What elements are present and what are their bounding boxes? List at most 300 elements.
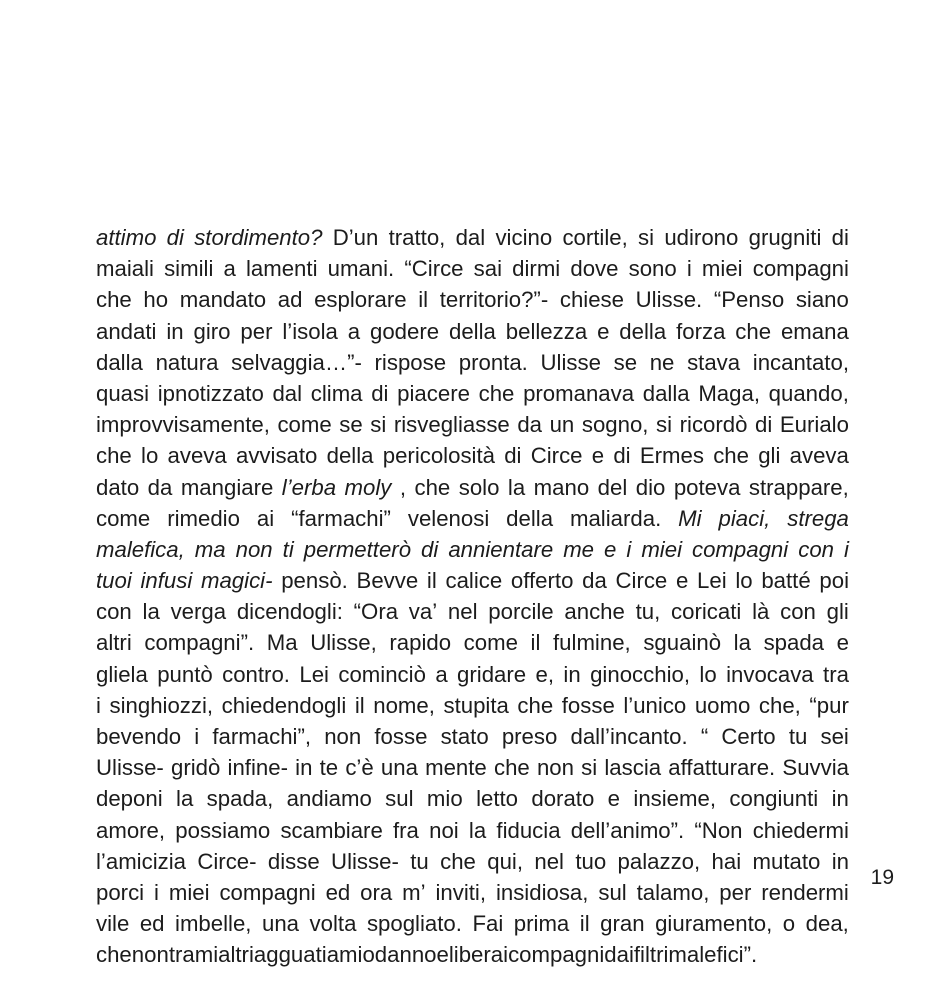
word: va’ (408, 599, 438, 625)
word: che (440, 848, 476, 874)
word: anche (564, 599, 625, 625)
text-line (96, 222, 849, 253)
emphasis-word: e (604, 536, 617, 562)
word: “ (700, 724, 709, 749)
word: palazzo, (617, 848, 701, 874)
word: fosse (561, 692, 615, 718)
word: cortile, (562, 225, 628, 250)
emphasis-word: i (844, 536, 849, 562)
word: sguainò (643, 630, 722, 656)
word: di (613, 443, 631, 469)
emphasis-word: attimo (96, 225, 157, 250)
emphasis-word: permetterò (303, 536, 412, 562)
word: da (517, 412, 543, 438)
text-line (96, 659, 849, 690)
word: “farmachi” (291, 505, 391, 531)
word: sei (820, 724, 849, 749)
word: D’un (332, 225, 379, 250)
word: dalla (642, 380, 690, 406)
text-line (96, 409, 849, 440)
word: Ma (266, 630, 298, 656)
emphasis-word: Mi (678, 505, 702, 531)
word: con (96, 599, 132, 625)
word: contro. (222, 661, 290, 687)
emphasis-word: ti (282, 536, 294, 562)
word: compagni (219, 879, 316, 905)
word: forza (676, 318, 726, 344)
word: congiunti (729, 786, 819, 812)
word: tratto, (388, 225, 446, 250)
word: la (468, 817, 487, 843)
word: mio (426, 786, 463, 812)
word: amore, (96, 817, 166, 843)
word: Circe- (197, 848, 257, 874)
emphasis-word: i (626, 536, 632, 562)
word: noi (429, 817, 459, 843)
word: aveva (167, 443, 227, 469)
word: lamenti (245, 256, 318, 282)
word: mio (339, 942, 375, 968)
word: Ulisse- (331, 848, 399, 874)
word: te (319, 755, 339, 781)
emphasis-word: di (421, 536, 439, 562)
word: affatturare. (668, 755, 776, 781)
word: offerto (510, 568, 574, 594)
word: possiamo (175, 817, 271, 843)
word: a (347, 318, 361, 344)
word: la (733, 630, 751, 656)
emphasis-word: malefica, (96, 536, 185, 562)
word: di (755, 412, 773, 438)
word: il (354, 692, 365, 718)
word: imbelle, (175, 911, 252, 937)
word: a (326, 942, 340, 968)
word: talamo, (636, 879, 710, 905)
word: Suvvia (782, 755, 849, 781)
word: si (581, 755, 598, 781)
word: che (96, 942, 132, 968)
word: poi (819, 568, 849, 594)
emphasis-word: non (235, 536, 273, 562)
word: solo (458, 474, 500, 500)
word: Certo (721, 724, 776, 749)
word: dai (604, 942, 634, 968)
word: porci (96, 879, 145, 905)
word: in (563, 661, 581, 687)
word: sai (473, 256, 503, 282)
text-line (96, 721, 849, 752)
word: l’unico (623, 692, 687, 718)
word: dea, (805, 911, 849, 937)
word: rispose (374, 349, 447, 375)
word: filtri (633, 942, 669, 968)
word: stava (687, 349, 741, 375)
word: velenosi (407, 505, 490, 531)
text-line (96, 783, 849, 814)
word: lo (699, 661, 717, 687)
body-text-block (96, 222, 849, 971)
word: di (504, 443, 522, 469)
word: i (194, 724, 200, 749)
word: chiedermi (752, 817, 849, 843)
text-line (96, 378, 849, 409)
word: fiducia (496, 817, 561, 843)
word: gridò (171, 755, 221, 781)
word: verga (170, 599, 227, 625)
word: ed (325, 879, 351, 905)
word: della (506, 505, 554, 531)
word: o (782, 911, 796, 937)
word: godere (370, 318, 440, 344)
word: altri (218, 942, 254, 968)
word: in (831, 786, 849, 812)
page-number: 19 (870, 866, 894, 889)
word: si (638, 225, 655, 250)
word: stupita (443, 692, 509, 718)
word: territorio?”- (439, 287, 549, 313)
word: nel (447, 599, 478, 625)
word: con (780, 599, 816, 625)
word: una (262, 911, 300, 937)
word: puntò (157, 661, 213, 687)
text-line (96, 939, 849, 970)
word: che (96, 287, 132, 313)
word: a (435, 661, 448, 687)
word: compagni”. (144, 630, 255, 656)
text-line (96, 908, 849, 939)
word: ho (143, 287, 169, 313)
word: i (96, 692, 101, 718)
word: là (752, 599, 770, 625)
word: Ulisse. (635, 287, 703, 313)
emphasis-word: compagni (692, 536, 789, 562)
emphasis-word: miei (641, 536, 682, 562)
word: insidiosa, (495, 879, 589, 905)
word: letto (476, 786, 518, 812)
emphasis-word: di (166, 225, 184, 250)
word: Lei (299, 661, 329, 687)
word: disse (267, 848, 320, 874)
word: clima (310, 380, 363, 406)
word: gli (758, 443, 781, 469)
word: l’amicizia (96, 848, 186, 874)
text-line (96, 752, 849, 783)
word: volta (309, 911, 357, 937)
word: Ulisse, (310, 630, 377, 656)
emphasis-word: piaci, (718, 505, 771, 531)
word: preso (501, 724, 558, 749)
word: fulmine, (553, 630, 631, 656)
word: Circe (615, 568, 668, 594)
word: gliela (96, 661, 148, 687)
word: mutato (752, 848, 821, 874)
word: poteva (673, 474, 741, 500)
word: a (223, 256, 236, 282)
text-line (96, 284, 849, 315)
word: i (154, 879, 159, 905)
text-line (96, 627, 849, 658)
word: non (131, 942, 169, 968)
word: cominciò (338, 661, 426, 687)
word: spada, (206, 786, 274, 812)
word: mano (533, 474, 590, 500)
word: i (686, 256, 692, 282)
word: compagni (508, 942, 605, 968)
word: come (277, 412, 332, 438)
word: dicendogli: (236, 599, 343, 625)
word: pensò. (281, 568, 348, 594)
emphasis-word: moly (344, 474, 392, 500)
word: mangiare (180, 474, 274, 500)
word: come (96, 505, 151, 531)
word: vicino (495, 225, 553, 250)
word: ora (360, 879, 393, 905)
emphasis-word: tuoi (96, 568, 132, 594)
word: insieme, (633, 786, 717, 812)
word: se (613, 349, 638, 375)
word: inviti, (435, 879, 487, 905)
word: porcile (488, 599, 554, 625)
word: natura (155, 349, 219, 375)
word: incantato, (752, 349, 849, 375)
word: miei (168, 879, 210, 905)
word: fra (393, 817, 419, 843)
word: singhiozzi, (109, 692, 214, 718)
word: Eurialo (779, 412, 849, 438)
emphasis-word: infusi (140, 568, 193, 594)
word: siano (795, 287, 849, 313)
word: “pur (809, 692, 849, 718)
emphasis-word: l’erba (281, 474, 337, 500)
word: come (463, 630, 518, 656)
word: che (414, 474, 451, 500)
emphasis-word: stordimento? (194, 225, 323, 250)
emphasis-word: me (563, 536, 595, 562)
word: da (147, 474, 173, 500)
word: “Non (694, 817, 743, 843)
word: Maga, (698, 380, 760, 406)
word: della (448, 318, 496, 344)
word: promanava (523, 380, 635, 406)
word: in (831, 848, 849, 874)
word: trami (168, 942, 219, 968)
word: Ulisse- (96, 755, 164, 781)
word: per (240, 318, 273, 344)
word: farmachi”, (212, 724, 312, 749)
word: in (295, 755, 313, 781)
word: in (166, 318, 184, 344)
word: e (591, 443, 605, 469)
word: batté (761, 568, 811, 594)
word: bellezza (505, 318, 588, 344)
word: ne (649, 349, 675, 375)
word: dall’incanto. (570, 724, 688, 749)
word: esplorare (314, 287, 407, 313)
word: nome, (373, 692, 435, 718)
word: i (503, 942, 509, 968)
text-line (96, 440, 849, 471)
word: andati (96, 318, 157, 344)
word: lascia (604, 755, 662, 781)
word: la (507, 474, 526, 500)
word: rimedio (167, 505, 240, 531)
word: selvaggia…”- (231, 349, 362, 375)
word: la (176, 786, 194, 812)
word: dorato (531, 786, 595, 812)
word: ginocchio, (590, 661, 691, 687)
word: Ermes (639, 443, 704, 469)
word: la (142, 599, 160, 625)
word: gridare (457, 661, 527, 687)
word: sul (598, 879, 627, 905)
emphasis-word: magici- (200, 568, 273, 594)
word: m’ (402, 879, 426, 905)
word: e (597, 318, 610, 344)
word: ed (139, 911, 165, 937)
word: sogno, (581, 412, 649, 438)
word: improvvisamente, (96, 412, 270, 438)
word: avvisato (235, 443, 318, 469)
word: che (517, 692, 554, 718)
word: ipnotizzato (157, 380, 264, 406)
word: che (735, 318, 772, 344)
word: rapido (389, 630, 452, 656)
word: Fai (472, 911, 504, 937)
word: libera (448, 942, 504, 968)
word: giuramento, (655, 911, 773, 937)
word: di (831, 225, 849, 250)
word: infine- (227, 755, 288, 781)
text-line (96, 565, 849, 596)
word: dell’animo”. (570, 817, 685, 843)
word: ai (256, 505, 275, 531)
word: danno (374, 942, 437, 968)
word: agguati (253, 942, 327, 968)
word: e (675, 568, 689, 594)
word: lo (141, 443, 159, 469)
word: dove (570, 256, 619, 282)
word: c’è (345, 755, 374, 781)
text-line (96, 534, 849, 565)
word: tu (410, 848, 429, 874)
word: vile (96, 911, 130, 937)
word: simili (164, 256, 214, 282)
text-line (96, 472, 849, 503)
word: pronta. (458, 349, 528, 375)
word: quasi (96, 380, 150, 406)
word: dal (272, 380, 303, 406)
word: non (536, 755, 574, 781)
word: Circe (530, 443, 583, 469)
word: , (399, 474, 407, 500)
emphasis-word: con (798, 536, 834, 562)
word: una (380, 755, 418, 781)
word: quando, (768, 380, 849, 406)
word: “Circe (404, 256, 464, 282)
emphasis-word: annientare (448, 536, 554, 562)
text-line (96, 253, 849, 284)
word: sul (385, 786, 414, 812)
word: che (478, 380, 515, 406)
text-line (96, 815, 849, 846)
word: della (619, 318, 667, 344)
word: un (549, 412, 575, 438)
word: “Penso (713, 287, 785, 313)
word: calice (445, 568, 503, 594)
word: dato (96, 474, 140, 500)
word: l’isola (282, 318, 338, 344)
word: andiamo (286, 786, 372, 812)
word: Ulisse (540, 349, 601, 375)
text-line (96, 596, 849, 627)
word: il (579, 911, 590, 937)
word: tuo (575, 848, 607, 874)
word: tra (823, 661, 849, 687)
word: risvegliasse (393, 412, 510, 438)
word: e (836, 630, 849, 656)
word: ricordò (679, 412, 748, 438)
word: strappare, (748, 474, 849, 500)
word: lo (735, 568, 753, 594)
word: che (96, 443, 132, 469)
text-line (96, 846, 849, 877)
word: spada (763, 630, 825, 656)
word: sono (628, 256, 677, 282)
word: il (426, 568, 437, 594)
word: deponi (96, 786, 163, 812)
text-line (96, 690, 849, 721)
word: mandato (179, 287, 267, 313)
word: invocava (726, 661, 814, 687)
word: se (339, 412, 363, 438)
word: Bevve (356, 568, 419, 594)
word: coricati (671, 599, 742, 625)
word: uomo (694, 692, 751, 718)
word: prima (513, 911, 570, 937)
word: “Ora (353, 599, 399, 625)
text-line (96, 503, 849, 534)
word: dirmi (512, 256, 561, 282)
word: chiedendogli (221, 692, 347, 718)
word: non (324, 724, 362, 749)
word: tu, (635, 599, 661, 625)
word: emana (780, 318, 849, 344)
text-line (96, 347, 849, 378)
word: che (713, 443, 749, 469)
word: che (493, 755, 530, 781)
word: dal (455, 225, 486, 250)
word: maiali (96, 256, 154, 282)
word: chiese (559, 287, 624, 313)
word: Lei (697, 568, 727, 594)
word: qui, (487, 848, 524, 874)
word: mente (425, 755, 487, 781)
word: per (719, 879, 752, 905)
word: di (371, 380, 389, 406)
word: udirono (664, 225, 739, 250)
word: stato (440, 724, 489, 749)
text-line (96, 316, 849, 347)
word: il (530, 630, 541, 656)
word: dio (635, 474, 666, 500)
word: e, (535, 661, 555, 687)
word: umani. (327, 256, 395, 282)
word: e (436, 942, 449, 968)
word: maliarda. (569, 505, 662, 531)
word: rendermi (761, 879, 849, 905)
word: scambiare (280, 817, 383, 843)
word: del (597, 474, 628, 500)
